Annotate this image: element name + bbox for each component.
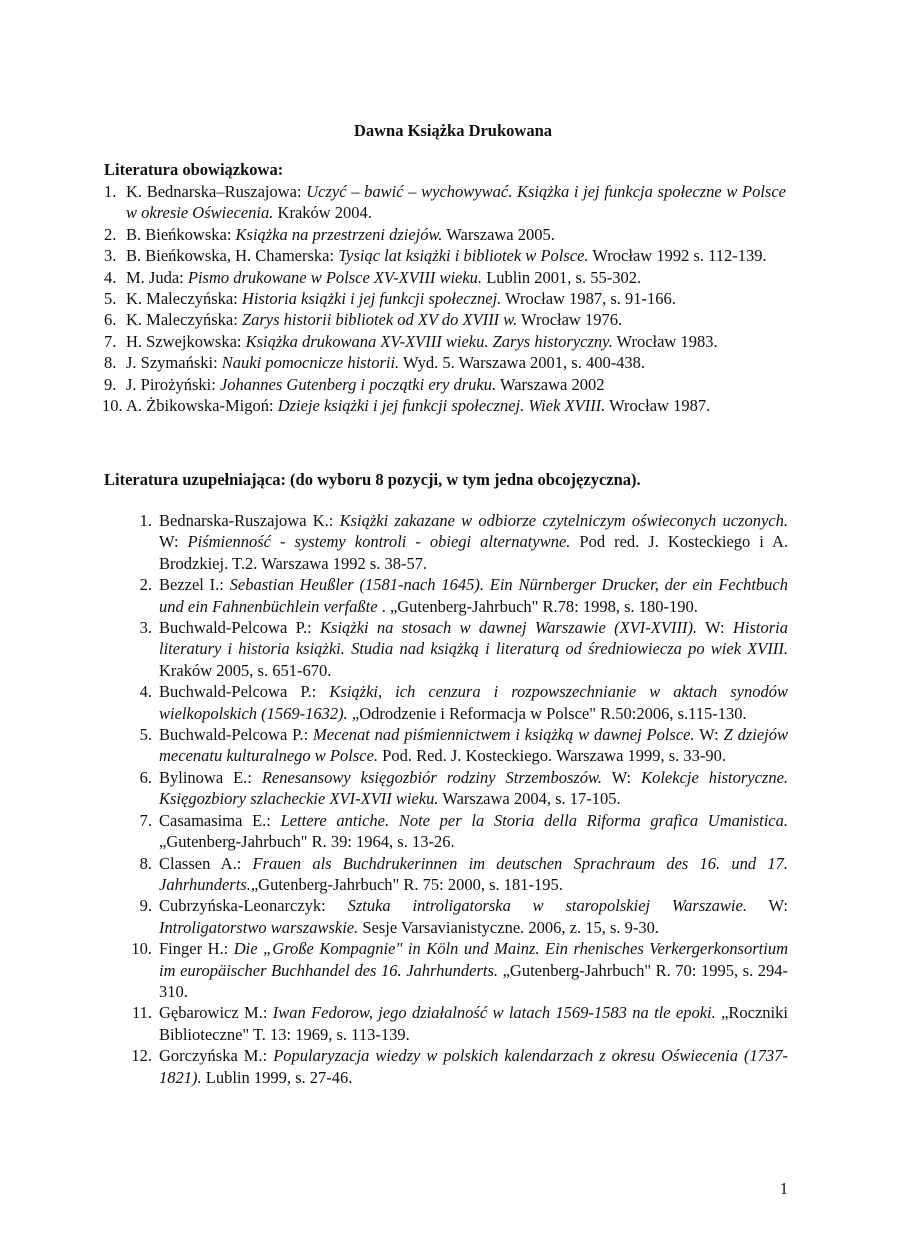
list-item [104,395,786,416]
list-item [104,352,786,373]
item-title: Johannes Gutenberg i początki ery druku. [219,374,497,394]
item-title: Książka drukowana XV-XVIII wieku. Zarys historyczny. [245,331,613,351]
item-author: Bednarska-Ruszajowa K.: [159,511,340,530]
list-item [104,267,786,288]
item-author: K. Bednarska–Ruszajowa: [126,182,307,201]
list-item [104,181,786,224]
item-connector: W: [694,725,724,745]
item-publication: Lublin 1999, s. 27-46. [201,1067,353,1087]
list-item [118,510,788,574]
item-number: 10. [131,939,152,959]
supplementary-literature-heading: Literatura uzupełniająca: (do wyboru 8 pozycji, w tym jedna obcojęzyczna). [104,470,641,489]
item-title: Renesansowy księgozbiór rodziny Strzemboszów. [261,767,602,787]
item-title: Iwan Fedorow, jego działalność w latach 1569-1583 na tle epoki. [272,1003,716,1023]
item-author: H. Szwejkowska: [126,331,246,351]
item-title: Książki na stosach w dawnej Warszawie (XVI-XVIII). [320,618,698,638]
item-number: 3. [139,618,152,638]
required-literature-heading: Literatura obowiązkowa: [104,160,284,179]
item-connector: W: [159,532,188,552]
item-title: Frauen als Buchdrukerinnen im deutschen Sprachraum des 16. und 17. Jahrhunderts. [159,853,789,894]
item-number: 7. [104,331,117,351]
item-author: K. Maleczyńska: [126,310,242,330]
item-publication: Wyd. 5. Warszawa 2001, s. 400-438. [399,353,646,373]
item-title: Nauki pomocnicze historii. [221,353,400,373]
item-title: Książki, ich cenzura i rozpowszechnianie w aktach synodów wielkopolskich (1569-1632). [159,682,788,723]
supplementary-literature-list [118,510,788,1088]
item-connector: W: [697,618,733,638]
list-item [118,767,788,810]
list-item [118,1045,788,1088]
item-publication: Wrocław 1976. [517,310,623,330]
list-item [104,224,786,245]
item-title: Die „Große Kompagnie" in Köln und Mainz. Ein rhenisches Verkergerkonsortium im europäischer Buchhandel des 16. Jahrhunderts. [159,939,788,980]
item-title: Dzieje książki i jej funkcji społecznej. Wiek XVIII. [277,396,606,416]
item-number: 5. [104,289,117,309]
list-item [118,617,788,681]
required-literature-list [104,181,786,416]
item-title: Sztuka introligatorska w staropolskiej Warszawie. [347,896,747,916]
item-number: 9. [104,374,117,394]
item-author: Bezzel I.: [159,575,230,595]
list-item [118,724,788,767]
list-item [118,574,788,617]
item-publication: Wrocław 1987, s. 91-166. [501,289,676,309]
item-title: Tysiąc lat książki i bibliotek w Polsce. [338,246,589,266]
item-author: Bylinowa E.: [159,767,262,787]
item-author: Cubrzyńska-Leonarczyk: [159,896,348,916]
item-number: 2. [104,224,117,244]
item-title: Sebastian Heußler (1581-nach 1645). Ein Nürnberger Drucker, der ein Fechtbuch und ein Fahnenbüchlein verfaßte [159,575,788,616]
item-number: 10. [102,396,123,416]
item-number: 11. [131,1003,152,1023]
item-publication: „Odrodzenie i Reformacja w Polsce" R.50:2006, s.115-130. [347,703,747,723]
item-author: Finger H.: [159,939,234,959]
item-publication: Warszawa 2002 [496,374,605,394]
item-author: Buchwald-Pelcowa P.: [159,725,314,745]
item-author: B. Bieńkowska: [126,224,236,244]
item-author: Gorczyńska M.: [159,1046,274,1066]
item-number: 4. [139,682,152,702]
item-collection-title: Z dziejów mecenatu kulturalnego w Polsce. [159,725,788,766]
item-number: 8. [104,353,117,373]
item-publication: Warszawa 2004, s. 17-105. [438,789,621,809]
page-title: Dawna Książka Drukowana [353,121,553,140]
item-title: Popularyzacja wiedzy w polskich kalendarzach z okresu Oświecenia (1737-1821). [159,1046,788,1087]
item-number: 12. [131,1046,152,1066]
item-title: Uczyć – bawić – wychowywać. Książka i jej funkcja społeczne w Polsce w okresie Oświecenia. [126,182,786,223]
item-number: 9. [139,896,152,916]
item-author: Buchwald-Pelcowa P.: [159,682,330,702]
item-author: J. Pirożyński: [126,374,220,394]
item-collection-title: Kolekcje historyczne. Księgozbiory szlacheckie XVI-XVII wieku. [159,767,789,809]
list-item [104,245,786,266]
item-publication: Lublin 2001, s. 55-302. [482,267,642,287]
list-item [118,681,788,724]
item-author: K. Maleczyńska: [126,289,242,309]
item-number: 8. [139,853,152,873]
item-title: Mecenat nad piśmiennictwem i książką w dawnej Polsce. [313,725,695,745]
item-author: Buchwald-Pelcowa P.: [159,618,321,638]
item-author: Gębarowicz M.: [159,1003,273,1023]
item-collection-title: Piśmienność - systemy kontroli - obiegi alternatywne. [187,532,571,552]
item-number: 6. [139,767,152,787]
item-publication: Wrocław 1983. [612,331,718,351]
item-title: Zarys historii bibliotek od XV do XVIII w. [241,310,518,330]
item-publication: Pod. Red. J. Kosteckiego. Warszawa 1999, s. 33-90. [378,746,727,766]
item-number: 1. [139,511,152,530]
item-publication: Wrocław 1992 s. 112-139. [588,246,767,266]
item-number: 3. [104,246,117,266]
item-number: 5. [139,725,152,745]
item-number: 2. [139,575,152,595]
list-item [118,938,788,1002]
item-publication: Kraków 2005, s. 651-670. [159,660,332,680]
item-author: B. Bieńkowska, H. Chamerska: [126,246,339,266]
item-collection-title: Introligatorstwo warszawskie. [159,917,359,937]
list-item [118,810,788,853]
item-publication: Warszawa 2005. [442,224,555,244]
list-item [118,1002,788,1045]
item-number: 4. [104,267,117,287]
item-connector: W: [601,767,642,787]
item-publication: Kraków 2004. [273,203,372,223]
item-publication: . „Gutenberg-Jahrbuch" R.78: 1998, s. 180-190. [377,596,698,616]
item-publication: Wrocław 1987. [605,396,711,416]
item-number: 6. [104,310,117,330]
list-item [104,331,786,352]
item-author: Casamasima E.: [159,810,281,830]
item-author: M. Juda: [126,267,188,287]
item-publication: Pod red. J. Kosteckiego i A. Brodzkiej. T.2. Warszawa 1992 s. 38-57. [159,532,789,573]
item-publication: „Gutenberg-Jahrbuch" R. 39: 1964, s. 13-26. [159,832,455,852]
item-collection-title: Historia literatury i historia książki. Studia nad książką i literaturą od średniowiecza po wiek XVIII. [159,618,788,659]
page-number: 1 [779,1179,788,1198]
item-number: 1. [104,182,117,201]
item-title: Książka na przestrzeni dziejów. [235,224,443,244]
list-item [104,288,786,309]
item-publication: „Roczniki Biblioteczne" T. 13: 1969, s. 113-139. [159,1003,788,1044]
list-item [104,309,786,330]
item-title: Pismo drukowane w Polsce XV-XVIII wieku. [187,267,483,287]
item-publication: „Gutenberg-Jahrbuch" R. 75: 2000, s. 181-195. [250,874,563,894]
item-title: Historia książki i jej funkcji społecznej. [241,289,502,309]
item-title: Lettere antiche. Note per la Storia della Riforma grafica Umanistica. [280,810,788,830]
item-author: A. Żbikowska-Migoń: [126,396,278,416]
item-number: 7. [139,810,152,830]
item-publication: Sesje Varsavianistyczne. 2006, z. 15, s. 9-30. [358,917,660,937]
list-item [118,853,788,896]
list-item [118,895,788,938]
item-title: Książki zakazane w odbiorze czytelniczym oświeconych uczonych. [339,511,788,530]
list-item [104,374,786,395]
item-connector: W: [746,896,789,916]
item-author: Classen A.: [159,853,253,873]
item-publication: „Gutenberg-Jahrbuch" R. 70: 1995, s. 294-310. [159,960,788,1001]
item-author: J. Szymański: [126,353,222,373]
